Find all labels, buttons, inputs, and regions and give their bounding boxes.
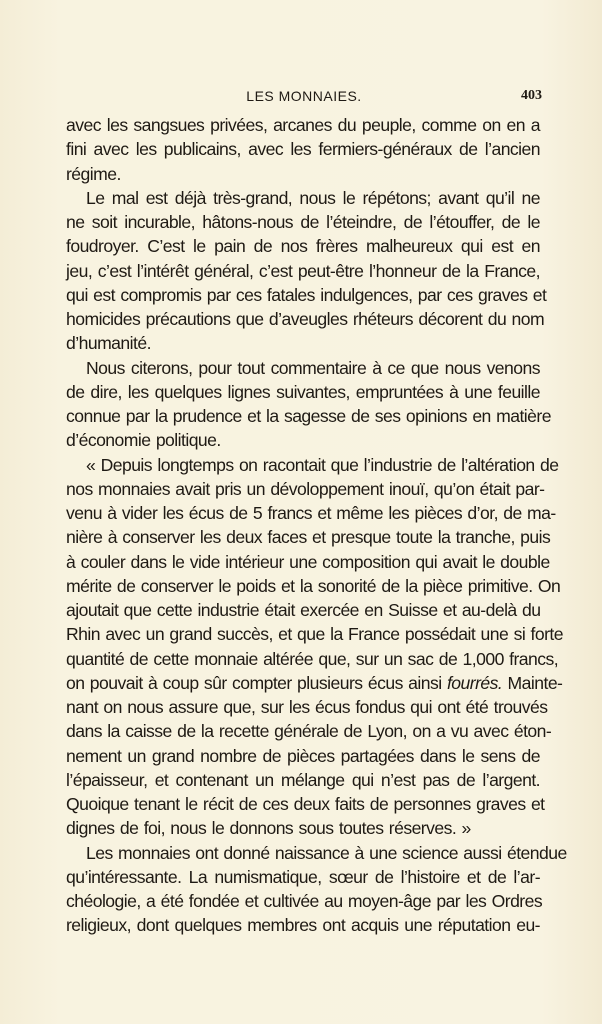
text-line: venu à vider les écus de 5 francs et même les pièces d’or, de ma- <box>66 503 556 523</box>
text-line: nement un grand nombre de pièces partagées dans le sens de <box>66 745 540 766</box>
text-line: foudroyer. C’est le pain de nos frères malheureux qui est en <box>66 236 540 257</box>
text-line: Les monnaies ont donné naissance à une science aussi étendue <box>86 842 567 863</box>
text-line: chéologie, a été fondée et cultivée au moyen-âge par les Ordres <box>66 891 543 911</box>
text-line: Rhin avec un grand succès, et que la France possédait une si forte <box>66 624 563 645</box>
text-line: ajoutait que cette industrie était exercée en Suisse et au-delà du <box>66 600 541 620</box>
line-text-after: Mainte- <box>502 672 563 693</box>
text-line: d’économie politique. <box>66 430 221 451</box>
line-text: on pouvait à coup sûr compter plusieurs écus ainsi <box>66 672 442 693</box>
text-line: qu’intéressante. La numismatique, sœur de l’histoire et de l’ar- <box>66 866 540 887</box>
text-line: de dire, les quelques lignes suivantes, empruntées à une feuille <box>66 381 540 402</box>
text-line: « Depuis longtemps on racontait que l’industrie de l’altération de <box>86 454 559 475</box>
text-line: religieux, dont quelques membres ont acquis une réputation eu- <box>66 915 540 936</box>
text-line: régime. <box>66 163 121 184</box>
body-text <box>66 113 567 938</box>
text-line: Nous citerons, pour tout commentaire à ce que nous venons <box>86 357 540 378</box>
text-line: nos monnaies avait pris un dévoloppement inouï, qu’on était par- <box>66 478 545 499</box>
running-title: LES MONNAIES. <box>246 88 362 104</box>
text-line: Le mal est déjà très-grand, nous le répétons; avant qu’il ne <box>86 187 540 208</box>
running-head <box>66 86 542 108</box>
text-line <box>66 671 563 695</box>
text-line: l’épaisseur, et contenant un mélange qui n’est pas de l’argent. <box>66 769 540 790</box>
text-line: nière à conserver les deux faces et presque toute la tranche, puis <box>66 527 551 548</box>
text-line: quantité de cette monnaie altérée que, sur un sac de 1,000 francs, <box>66 648 559 669</box>
text-line: homicides précautions que d’aveugles rhéteurs décorent du nom <box>66 309 545 329</box>
text-line: dans la caisse de la recette générale de Lyon, on a vu avec éton- <box>66 721 552 742</box>
text-line: ne soit incurable, hâtons-nous de l’éteindre, de l’étouffer, de le <box>66 212 540 232</box>
text-line: qui est compromis par ces fatales indulgences, par ces graves et <box>66 284 547 305</box>
italic-term: fourrés. <box>446 672 503 693</box>
text-line: à couler dans le vide intérieur une composition qui avait le double <box>66 551 550 572</box>
page-number: 403 <box>521 88 542 103</box>
text-line: Quoique tenant le récit de ces deux faits de personnes graves et <box>66 794 545 814</box>
text-line: nant on nous assure que, sur les écus fondus qui ont été trouvés <box>66 697 548 717</box>
text-line: connue par la prudence et la sagesse de ses opinions en matière <box>66 406 551 426</box>
text-line: dignes de foi, nous le donnons sous toutes réserves. » <box>66 818 471 839</box>
text-line: avec les sangsues privées, arcanes du peuple, comme on en a <box>66 115 540 135</box>
text-line: mérite de conserver le poids et la sonorité de la pièce primitive. On <box>66 575 561 596</box>
text-line: fini avec les publicains, avec les fermiers-généraux de l’ancien <box>66 139 540 160</box>
text-line: jeu, c’est l’intérêt général, c’est peut-être l’honneur de la France, <box>66 260 540 281</box>
text-line: d’humanité. <box>66 333 151 354</box>
